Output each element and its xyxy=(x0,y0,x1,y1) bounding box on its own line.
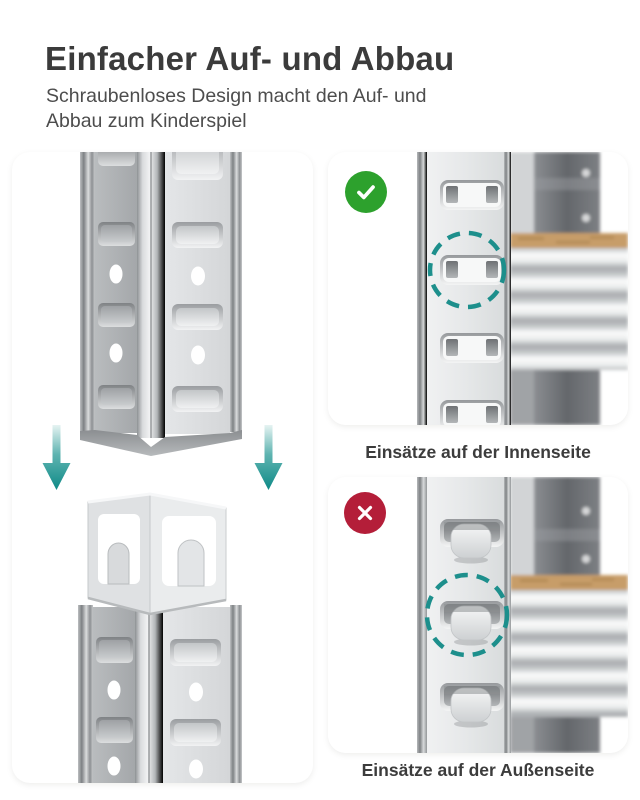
wood-shelf-edge xyxy=(510,233,628,248)
wrong-caption: Einsätze auf der Außenseite xyxy=(361,760,595,780)
slot-with-inside-insert xyxy=(440,180,504,210)
assembly-illustration xyxy=(12,152,313,783)
lower-post xyxy=(78,605,242,783)
page-subtitle: Schraubenloses Design macht den Auf- und Abbau zum Kinderspiel xyxy=(46,85,427,132)
cross-badge xyxy=(344,492,386,534)
corrugated-shelf-face xyxy=(510,248,628,370)
upper-post xyxy=(80,152,242,456)
post-strip xyxy=(417,152,511,425)
cross-icon xyxy=(353,501,377,525)
page-title: Einfacher Auf- und Abbau xyxy=(45,40,455,77)
slot-with-inside-insert xyxy=(440,333,504,363)
lock-tab xyxy=(178,540,204,586)
wood-shelf-edge xyxy=(510,575,628,590)
slot-with-inside-insert xyxy=(440,255,504,285)
down-arrow-icon xyxy=(43,425,71,490)
assembly-illustration-card xyxy=(12,152,313,783)
lock-tab xyxy=(108,543,129,584)
corrugated-shelf-face xyxy=(510,590,628,717)
down-arrow-icon xyxy=(255,425,283,490)
post-strip xyxy=(417,477,511,753)
correct-caption: Einsätze auf der Innenseite xyxy=(365,442,591,462)
wrong-example-card xyxy=(328,477,628,753)
corner-connector xyxy=(88,494,226,614)
check-badge xyxy=(345,171,387,213)
slot-with-inside-insert xyxy=(440,400,504,425)
check-icon xyxy=(353,179,379,205)
correct-example-card xyxy=(328,152,628,425)
